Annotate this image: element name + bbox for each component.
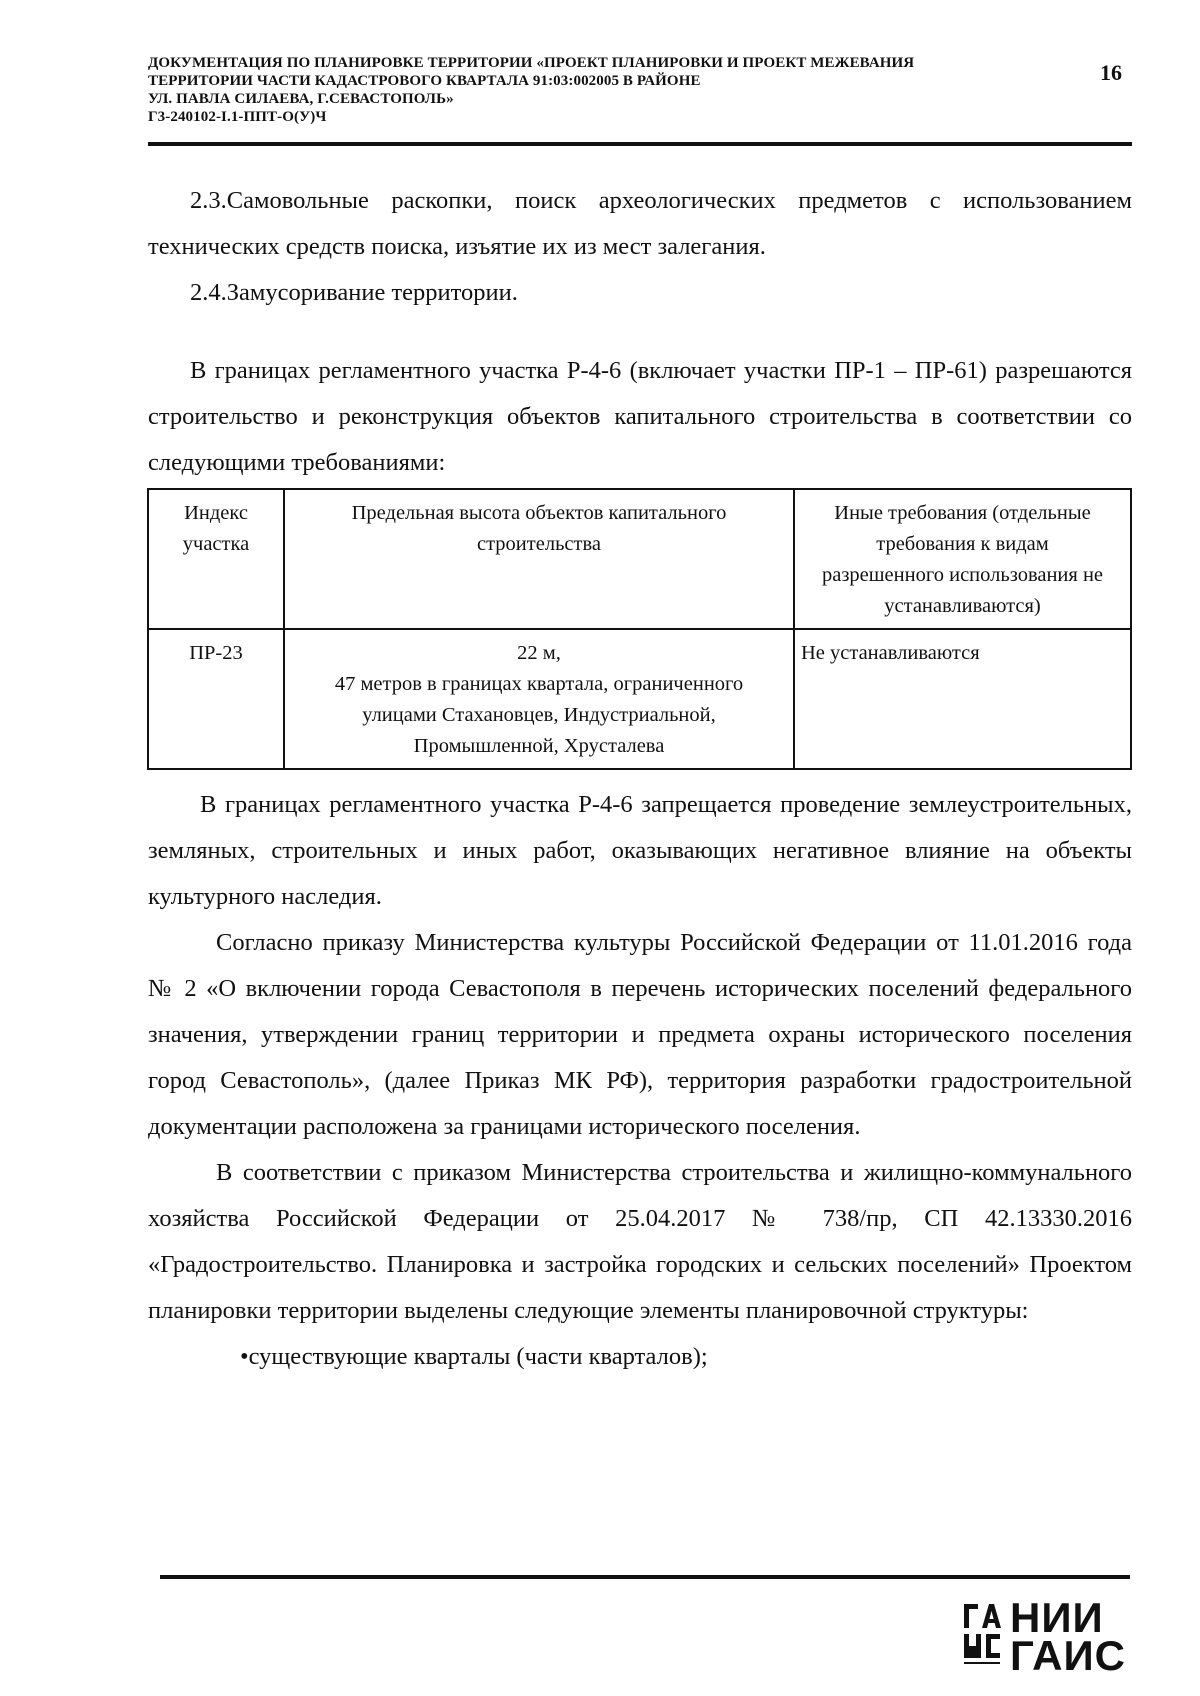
header-cell-height-line-2: строительства [477, 533, 601, 555]
requirements-table [147, 488, 1132, 770]
header-cell-index-line-2: участка [182, 533, 250, 555]
emblem-icon [962, 1600, 1002, 1670]
header-cell-other [794, 489, 1131, 629]
paragraph-requirements-intro: В границах регламентного участка Р-4-6 (включает участки ПР-1 – ПР-61) разрешаются строительство и реконструкция объектов капитального строительства в соответствии со следующими требованиями: [148, 357, 1132, 476]
page-number: 16 [1100, 60, 1122, 85]
paragraph-ministry-culture: Согласно приказу Министерства культуры Российской Федерации от 11.01.2016 года № 2 «О включении города Севастополя в перечень исторических поселений федерального значения, утверждении границ территории и предмета охраны исторического поселения город Севастополь», (далее Приказ МК РФ), территория разработки градостроительной документации расположена за границами исторического поселения. [148, 929, 1132, 1140]
cell-height-line-4: Промышленной, Хрусталева [413, 735, 665, 757]
cell-other: Не устанавливаются [794, 629, 1131, 769]
header-cell-other-line-3: разрешенного использования не [821, 564, 1104, 586]
table-header-row [148, 489, 1131, 629]
document-header [148, 54, 1108, 126]
cell-index: ПР-23 [148, 629, 284, 769]
section-top [148, 178, 1132, 316]
paragraph-prohibition: В границах регламентного участка Р-4-6 запрещается проведение землеустроительных, земляных, строительных и иных работ, оказывающих негативное влияние на объекты культурного наследия. [148, 791, 1132, 910]
header-cell-index [148, 489, 284, 629]
cell-height-line-3: улицами Стахановцев, Индустриальной, [362, 704, 716, 726]
paragraph-ministry-construction: В соответствии с приказом Министерства строительства и жилищно-коммунального хозяйства Российской Федерации от 25.04.2017 № 738/пр, СП 42.13330.2016 «Градостроительство. Планировка и застройка городских и сельских поселений» Проектом планировки территории выделены следующие элементы планировочной структуры: [148, 1159, 1132, 1324]
section-main [148, 782, 1132, 1380]
company-logo [962, 1594, 1142, 1679]
header-cell-height-line-1: Предельная высота объектов капитального [351, 502, 727, 524]
header-cell-other-line-4: устанавливаются) [884, 595, 1041, 617]
paragraph-2-4: 2.4.Замусоривание территории. [190, 279, 518, 306]
header-cell-height [284, 489, 794, 629]
header-line-3: УЛ. ПАВЛА СИЛАЕВА, Г.СЕВАСТОПОЛЬ» [148, 91, 454, 107]
cell-height [284, 629, 794, 769]
header-line-1: ДОКУМЕНТАЦИЯ ПО ПЛАНИРОВКЕ ТЕРРИТОРИИ «ПРОЕКТ ПЛАНИРОВКИ И ПРОЕКТ МЕЖЕВАНИЯ [148, 55, 915, 71]
footer-rule [160, 1575, 1130, 1579]
header-rule [148, 142, 1132, 146]
header-cell-other-line-2: требования к видам [876, 533, 1049, 555]
header-cell-other-line-1: Иные требования (отдельные [834, 502, 1091, 524]
cell-height-line-2: 47 метров в границах квартала, ограниченного [334, 673, 744, 695]
table-row [148, 629, 1131, 769]
header-cell-index-line-1: Индекс [184, 502, 248, 524]
bullet-item: •существующие кварталы (части кварталов); [240, 1343, 708, 1370]
logo-text-nii: НИИ [1010, 1594, 1104, 1641]
header-line-2: ТЕРРИТОРИИ ЧАСТИ КАДАСТРОВОГО КВАРТАЛА 91:03:002005 В РАЙОНЕ [148, 73, 701, 89]
logo-text-gais: ГАИС [1010, 1632, 1127, 1679]
cell-height-line-1: 22 м, [517, 642, 561, 664]
header-line-4: Г3-240102-I.1-ППТ-О(У)Ч [148, 109, 327, 125]
paragraph-2-3: 2.3.Самовольные раскопки, поиск археологических предметов с использованием технических средств поиска, изъятие их из мест залегания. [148, 187, 1132, 260]
section-intro [148, 348, 1132, 486]
